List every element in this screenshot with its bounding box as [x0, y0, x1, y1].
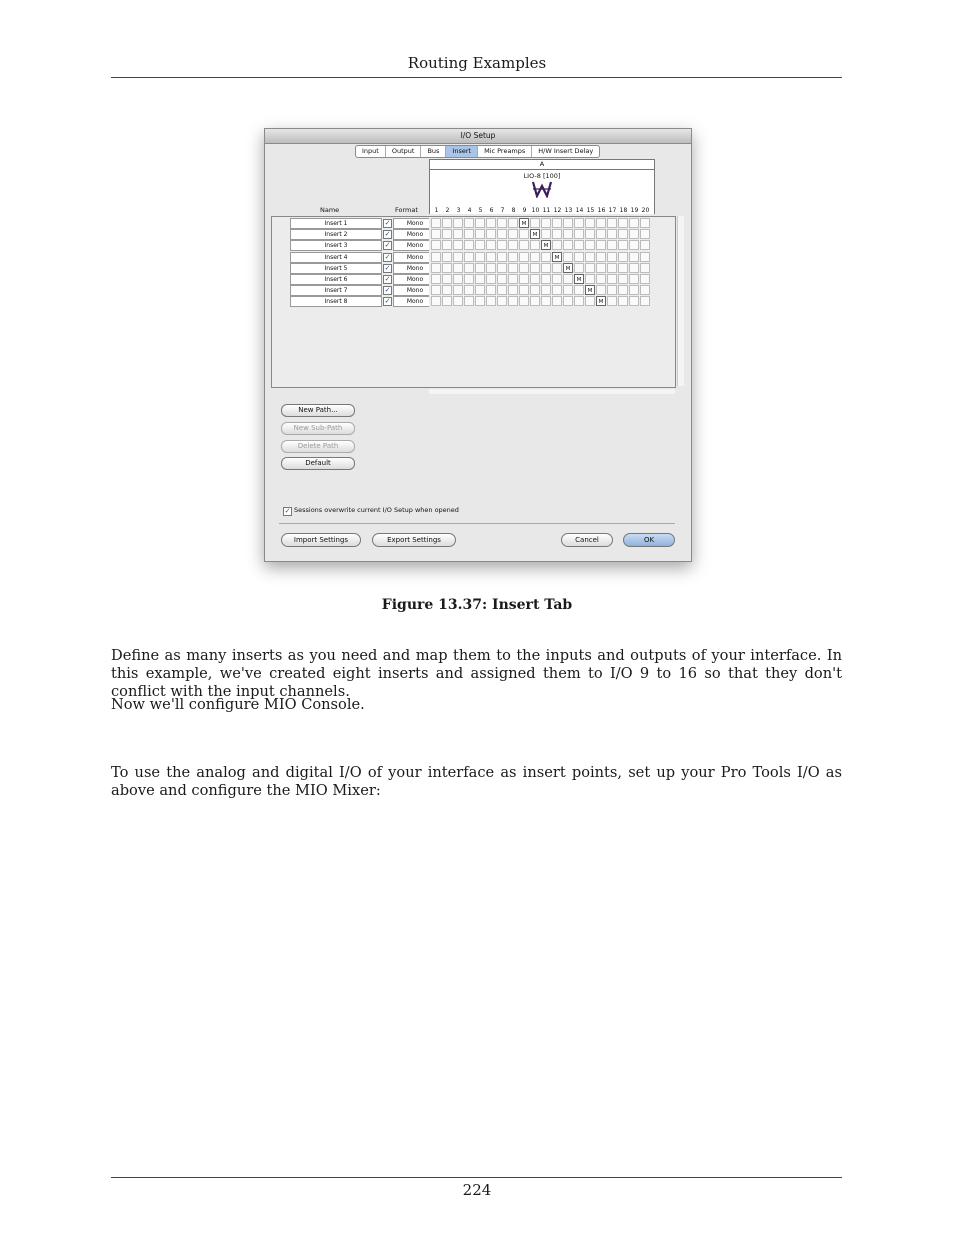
channel-number: 1 — [434, 207, 439, 214]
insert-name-field[interactable]: Insert 3 — [290, 240, 382, 251]
import-settings-button[interactable]: Import Settings — [281, 533, 361, 547]
routing-cell[interactable] — [541, 218, 551, 228]
routing-cell[interactable] — [585, 229, 595, 239]
routing-cell[interactable] — [530, 285, 540, 295]
body-paragraph-1: Define as many inserts as you need and map them to the inputs and outputs of your interface. In this example, we've created eight inserts and assigned them to I/O 9 to 16 so that they don't conflict with the input channels. — [111, 647, 842, 700]
routing-cell[interactable] — [607, 274, 617, 284]
routing-cell[interactable] — [618, 240, 628, 250]
insert-format-field[interactable]: Mono — [393, 263, 437, 274]
routing-cell[interactable] — [486, 274, 496, 284]
routing-cell[interactable] — [640, 274, 650, 284]
routing-cell[interactable] — [596, 263, 606, 273]
channel-number: 10 — [531, 207, 540, 214]
routing-cell[interactable] — [618, 285, 628, 295]
routing-cell[interactable] — [486, 218, 496, 228]
routing-cell[interactable] — [552, 218, 562, 228]
routing-cell[interactable] — [618, 218, 628, 228]
routing-cell[interactable] — [453, 229, 463, 239]
routing-cell[interactable] — [442, 274, 452, 284]
routing-cell[interactable] — [475, 240, 485, 250]
insert-name-field[interactable]: Insert 5 — [290, 263, 382, 274]
routing-cell-assigned[interactable]: M — [519, 218, 529, 228]
routing-cell[interactable] — [431, 252, 441, 262]
routing-cell[interactable] — [629, 240, 639, 250]
routing-cell[interactable] — [497, 229, 507, 239]
insert-active-checkbox[interactable]: ✓ — [384, 219, 391, 227]
routing-cell-assigned[interactable]: M — [585, 285, 595, 295]
routing-cell[interactable] — [640, 218, 650, 228]
insert-active-checkbox[interactable]: ✓ — [384, 297, 391, 306]
routing-cell[interactable] — [475, 263, 485, 273]
routing-cell[interactable] — [453, 218, 463, 228]
routing-cell[interactable] — [585, 263, 595, 273]
routing-cell[interactable] — [475, 252, 485, 262]
routing-cell[interactable] — [475, 285, 485, 295]
routing-cell[interactable] — [530, 274, 540, 284]
insert-active-checkbox[interactable]: ✓ — [384, 275, 391, 283]
routing-cell[interactable] — [629, 218, 639, 228]
routing-cell-assigned[interactable]: M — [574, 274, 584, 284]
routing-cell[interactable] — [607, 229, 617, 239]
new-sub-path-button[interactable]: New Sub-Path — [281, 422, 355, 435]
routing-cell[interactable] — [607, 263, 617, 273]
window-title: I/O Setup — [265, 129, 691, 144]
routing-cell[interactable] — [442, 296, 452, 306]
tab-bus[interactable]: Bus — [421, 146, 446, 157]
routing-cell[interactable] — [541, 285, 551, 295]
routing-cell[interactable] — [629, 274, 639, 284]
channel-number: 8 — [511, 207, 516, 214]
routing-cell[interactable] — [497, 240, 507, 250]
routing-cell[interactable] — [618, 229, 628, 239]
routing-cell[interactable] — [442, 252, 452, 262]
routing-cell[interactable] — [607, 218, 617, 228]
routing-cell[interactable] — [508, 240, 518, 250]
routing-cell[interactable] — [563, 218, 573, 228]
routing-cell[interactable] — [508, 263, 518, 273]
header-rule — [111, 77, 842, 78]
routing-cell[interactable] — [431, 274, 441, 284]
body-paragraph-3: To use the analog and digital I/O of your interface as insert points, set up your Pro Tools I/O as above and configure the MIO Mixer: — [111, 764, 842, 799]
routing-cell[interactable] — [585, 240, 595, 250]
routing-cell[interactable] — [464, 274, 474, 284]
routing-cell[interactable] — [508, 285, 518, 295]
routing-cell[interactable] — [618, 263, 628, 273]
routing-cell[interactable] — [640, 240, 650, 250]
routing-cell[interactable] — [574, 263, 584, 273]
routing-cell[interactable] — [508, 229, 518, 239]
routing-cell-assigned[interactable]: M — [563, 263, 573, 273]
insert-active-checkbox[interactable]: ✓ — [384, 263, 391, 272]
routing-cell[interactable] — [640, 285, 650, 295]
insert-name-field[interactable]: Insert 1 — [290, 218, 382, 229]
page-number: 224 — [462, 1181, 492, 1199]
routing-cell[interactable] — [530, 218, 540, 228]
routing-cell[interactable] — [640, 252, 650, 262]
channel-number: 4 — [467, 207, 472, 214]
routing-cell[interactable] — [486, 296, 496, 306]
routing-cell[interactable] — [552, 296, 562, 306]
insert-name-field[interactable]: Insert 7 — [290, 285, 382, 296]
routing-cell[interactable] — [453, 263, 463, 273]
routing-cell[interactable] — [453, 252, 463, 262]
routing-cell[interactable] — [464, 240, 474, 250]
channel-number: 11 — [542, 207, 551, 214]
routing-cell[interactable] — [552, 285, 562, 295]
routing-cell[interactable] — [574, 229, 584, 239]
channel-number: 5 — [478, 207, 483, 214]
routing-cell[interactable] — [552, 229, 562, 239]
routing-cell[interactable] — [563, 240, 573, 250]
cancel-button[interactable]: Cancel — [561, 533, 613, 547]
insert-active-checkbox[interactable]: ✓ — [384, 286, 391, 295]
routing-cell[interactable] — [640, 263, 650, 273]
insert-active-checkbox[interactable]: ✓ — [384, 230, 391, 239]
routing-cell[interactable] — [596, 274, 606, 284]
tab-h-w-insert-delay[interactable]: H/W Insert Delay — [538, 147, 594, 155]
routing-cell[interactable] — [486, 263, 496, 273]
routing-cell[interactable] — [453, 274, 463, 284]
channel-number: 20 — [641, 207, 650, 214]
channel-number: 16 — [597, 207, 606, 214]
routing-cell[interactable] — [574, 240, 584, 250]
insert-name-field[interactable]: Insert 6 — [290, 274, 382, 285]
routing-cell[interactable] — [453, 285, 463, 295]
routing-cell[interactable] — [596, 229, 606, 239]
tab-input[interactable]: Input — [356, 146, 386, 157]
vertical-scrollbar[interactable] — [677, 216, 684, 386]
routing-cell[interactable] — [530, 263, 540, 273]
routing-cell[interactable] — [508, 252, 518, 262]
insert-format-field[interactable]: Mono — [393, 274, 437, 285]
routing-cell[interactable] — [563, 285, 573, 295]
routing-cell[interactable] — [497, 285, 507, 295]
routing-cell[interactable] — [552, 274, 562, 284]
routing-cell[interactable] — [475, 274, 485, 284]
routing-cell[interactable] — [629, 252, 639, 262]
insert-active-checkbox[interactable]: ✓ — [384, 241, 391, 250]
routing-cell[interactable] — [464, 263, 474, 273]
routing-cell[interactable] — [519, 296, 529, 306]
routing-cell[interactable] — [530, 240, 540, 250]
routing-cell[interactable] — [629, 285, 639, 295]
channel-number: 15 — [586, 207, 595, 214]
routing-cell[interactable] — [618, 252, 628, 262]
routing-cell[interactable] — [596, 285, 606, 295]
format-column-header: Format — [395, 206, 418, 214]
routing-cell[interactable] — [552, 240, 562, 250]
insert-format-field[interactable]: Mono — [393, 240, 437, 251]
sessions-overwrite-label: Sessions overwrite current I/O Setup when opened — [294, 506, 459, 514]
io-setup-window — [264, 128, 692, 562]
path-list-panel[interactable] — [271, 216, 431, 388]
channel-number: 12 — [553, 207, 562, 214]
routing-cell[interactable] — [431, 240, 441, 250]
routing-cell[interactable] — [629, 296, 639, 306]
routing-cell[interactable] — [541, 274, 551, 284]
insert-name-field[interactable]: Insert 8 — [290, 296, 382, 307]
routing-cell[interactable] — [486, 240, 496, 250]
channel-number: 18 — [619, 207, 628, 214]
insert-format-field[interactable]: Mono — [393, 296, 437, 307]
routing-cell[interactable] — [519, 229, 529, 239]
routing-cell[interactable] — [475, 229, 485, 239]
routing-cell[interactable] — [596, 252, 606, 262]
running-head: Routing Examples — [407, 54, 547, 72]
routing-cell[interactable] — [607, 296, 617, 306]
routing-cell[interactable] — [442, 240, 452, 250]
routing-cell[interactable] — [585, 274, 595, 284]
routing-cell[interactable] — [618, 296, 628, 306]
insert-active-checkbox[interactable]: ✓ — [384, 252, 391, 261]
tab-mic-preamps[interactable]: Mic Preamps — [478, 146, 532, 157]
channel-number: 7 — [500, 207, 505, 214]
routing-cell[interactable] — [574, 252, 584, 262]
routing-cell[interactable] — [585, 218, 595, 228]
routing-cell[interactable] — [497, 218, 507, 228]
routing-cell[interactable] — [574, 285, 584, 295]
routing-cell[interactable] — [431, 296, 441, 306]
ok-button[interactable]: OK — [623, 533, 675, 547]
routing-cell[interactable] — [530, 252, 540, 262]
export-settings-button[interactable]: Export Settings — [372, 533, 456, 547]
routing-cell[interactable] — [563, 252, 573, 262]
routing-cell[interactable] — [519, 285, 529, 295]
body-paragraph-2: Now we'll configure MIO Console. — [111, 696, 365, 713]
channel-number: 6 — [489, 207, 494, 214]
routing-cell[interactable] — [497, 263, 507, 273]
routing-cell[interactable] — [431, 285, 441, 295]
channel-number: 2 — [445, 207, 450, 214]
channel-number: 17 — [608, 207, 617, 214]
channel-number: 3 — [456, 207, 461, 214]
routing-cell[interactable] — [497, 274, 507, 284]
routing-cell[interactable] — [585, 296, 595, 306]
routing-cell[interactable] — [607, 252, 617, 262]
insert-format-field[interactable]: Mono — [393, 229, 437, 240]
routing-cell[interactable] — [640, 296, 650, 306]
routing-cell[interactable] — [541, 229, 551, 239]
routing-cell[interactable] — [519, 263, 529, 273]
routing-cell[interactable] — [464, 296, 474, 306]
routing-cell[interactable] — [508, 218, 518, 228]
routing-cell[interactable] — [563, 296, 573, 306]
routing-cell[interactable] — [629, 263, 639, 273]
routing-cell[interactable] — [475, 296, 485, 306]
routing-cell[interactable] — [607, 240, 617, 250]
routing-cell[interactable] — [596, 240, 606, 250]
routing-cell[interactable] — [607, 285, 617, 295]
tab-insert[interactable]: Insert — [446, 146, 478, 157]
routing-cell[interactable] — [596, 218, 606, 228]
routing-cell[interactable] — [486, 285, 496, 295]
new-path-button[interactable]: New Path... — [281, 404, 355, 417]
routing-cell[interactable] — [431, 263, 441, 273]
name-column-header: Name — [320, 206, 340, 214]
routing-cell[interactable] — [629, 229, 639, 239]
device-logo-icon — [532, 180, 552, 198]
routing-cell[interactable] — [464, 229, 474, 239]
routing-cell[interactable] — [574, 296, 584, 306]
routing-cell[interactable] — [541, 296, 551, 306]
routing-grid-panel[interactable] — [429, 216, 676, 388]
routing-cell-assigned[interactable]: M — [530, 229, 540, 239]
channel-number: 19 — [630, 207, 639, 214]
footer-rule — [111, 1177, 842, 1178]
insert-format-field[interactable]: Mono — [393, 252, 437, 263]
channel-number: 13 — [564, 207, 573, 214]
routing-cell[interactable] — [574, 218, 584, 228]
routing-cell[interactable] — [442, 218, 452, 228]
routing-cell[interactable] — [508, 274, 518, 284]
routing-cell[interactable] — [442, 229, 452, 239]
insert-format-field[interactable]: Mono — [393, 285, 437, 296]
routing-cell[interactable] — [464, 252, 474, 262]
figure-caption: Figure 13.37: Insert Tab — [381, 597, 573, 613]
routing-cell[interactable] — [442, 263, 452, 273]
routing-cell[interactable] — [486, 229, 496, 239]
routing-cell-assigned[interactable]: M — [596, 296, 606, 306]
channel-number: 9 — [522, 207, 527, 214]
routing-cell[interactable] — [640, 229, 650, 239]
routing-cell[interactable] — [486, 252, 496, 262]
routing-cell[interactable] — [541, 252, 551, 262]
routing-cell[interactable] — [552, 263, 562, 273]
routing-cell[interactable] — [431, 218, 441, 228]
routing-cell[interactable] — [497, 296, 507, 306]
routing-cell[interactable] — [519, 240, 529, 250]
routing-cell[interactable] — [519, 252, 529, 262]
routing-cell[interactable] — [541, 263, 551, 273]
routing-cell-assigned[interactable]: M — [552, 252, 562, 262]
routing-cell[interactable] — [563, 274, 573, 284]
routing-cell[interactable] — [475, 218, 485, 228]
routing-cell[interactable] — [563, 229, 573, 239]
bottom-separator — [279, 523, 675, 524]
routing-cell[interactable] — [464, 218, 474, 228]
routing-cell[interactable] — [442, 285, 452, 295]
routing-cell-assigned[interactable]: M — [541, 240, 551, 250]
delete-path-button[interactable]: Delete Path — [281, 440, 355, 453]
routing-cell[interactable] — [453, 240, 463, 250]
group-header: A — [429, 159, 655, 169]
routing-cell[interactable] — [497, 252, 507, 262]
channel-number: 14 — [575, 207, 584, 214]
routing-cell[interactable] — [585, 252, 595, 262]
tab-output[interactable]: Output — [386, 146, 422, 157]
routing-cell[interactable] — [453, 296, 463, 306]
routing-cell[interactable] — [431, 229, 441, 239]
device-name: LIO-8 [100] — [523, 172, 561, 180]
insert-name-field[interactable]: Insert 4 — [290, 252, 382, 263]
routing-cell[interactable] — [508, 296, 518, 306]
insert-format-field[interactable]: Mono — [393, 218, 437, 229]
routing-cell[interactable] — [530, 296, 540, 306]
tab-bar — [355, 145, 600, 158]
routing-cell[interactable] — [618, 274, 628, 284]
sessions-overwrite-checkbox[interactable]: ✓ — [284, 507, 291, 515]
routing-cell[interactable] — [464, 285, 474, 295]
insert-name-field[interactable]: Insert 2 — [290, 229, 382, 240]
default-button[interactable]: Default — [281, 457, 355, 470]
routing-cell[interactable] — [519, 274, 529, 284]
horizontal-scrollbar[interactable] — [429, 389, 675, 394]
